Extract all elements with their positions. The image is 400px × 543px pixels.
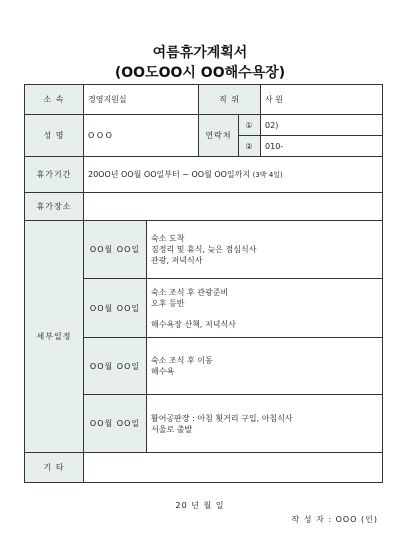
place-field[interactable] <box>84 193 383 221</box>
schedule-line: 짐정리 및 휴식, 늦은 점심식사 <box>151 245 257 254</box>
row-affiliation <box>25 85 383 115</box>
document-subtitle: (OO도OO시 OO해수욕장) <box>114 65 286 81</box>
schedule-detail[interactable] <box>147 395 383 453</box>
schedule-line: 숙소 도착 <box>151 234 185 243</box>
schedule-date: OO월 OO일 <box>84 395 147 453</box>
author-signature: 작 성 자 : OOO (인) <box>291 515 378 524</box>
position-field[interactable]: 사 원 <box>261 85 383 115</box>
row-period <box>25 157 383 193</box>
document-title: 여름휴가계획서 <box>152 45 248 61</box>
vacation-plan-form <box>24 84 383 483</box>
name-field[interactable]: O O O <box>84 115 199 157</box>
affiliation-label: 소 속 <box>25 85 84 115</box>
schedule-line: 오후 등반 <box>151 298 185 308</box>
place-label: 휴가장소 <box>25 193 84 221</box>
name-label: 성 명 <box>25 115 84 157</box>
schedule-line-spacer <box>151 309 378 319</box>
contact-2-number: ② <box>239 136 261 157</box>
row-etc <box>25 453 383 483</box>
schedule-date: OO월 OO일 <box>84 338 147 395</box>
period-note: (3박 4일) <box>252 171 283 179</box>
period-value: 20OO년 OO월 OO일부터 ~ OO월 OO일까지 <box>88 170 251 179</box>
contact-label: 연락처 <box>199 115 239 157</box>
schedule-detail[interactable] <box>147 221 383 279</box>
period-label: 휴가기간 <box>25 157 84 193</box>
etc-field[interactable] <box>84 453 383 483</box>
contact-2-field[interactable]: 010- <box>261 136 383 157</box>
schedule-line: 숙소 조식 후 이동 <box>151 356 213 365</box>
schedule-date: OO월 OO일 <box>84 279 147 338</box>
schedule-row <box>25 221 383 279</box>
contact-1-field[interactable]: 02) <box>261 115 383 136</box>
schedule-line: 해수욕장 산책, 저녁식사 <box>151 319 236 329</box>
schedule-line: 서울로 출발 <box>151 424 193 434</box>
schedule-line: 활어공판장 : 아침 횟거리 구입, 아침식사 <box>151 413 293 423</box>
schedule-date: OO월 OO일 <box>84 221 147 279</box>
row-name-contact-1 <box>25 115 383 136</box>
contact-1-number: ① <box>239 115 261 136</box>
schedule-line: 해수욕 <box>151 367 175 376</box>
schedule-detail[interactable] <box>147 338 383 395</box>
schedule-label: 세부일정 <box>25 221 84 453</box>
document-date: 20 년 월 일 <box>175 501 225 510</box>
etc-label: 기 타 <box>25 453 84 483</box>
row-place <box>25 193 383 221</box>
affiliation-field[interactable]: 경영지원실 <box>84 85 199 115</box>
schedule-line: 관광, 저녁식사 <box>151 256 203 265</box>
position-label: 직 위 <box>199 85 261 115</box>
schedule-line: 숙소 조식 후 관광준비 <box>151 287 229 297</box>
schedule-detail[interactable] <box>147 279 383 338</box>
period-field[interactable] <box>84 157 383 193</box>
